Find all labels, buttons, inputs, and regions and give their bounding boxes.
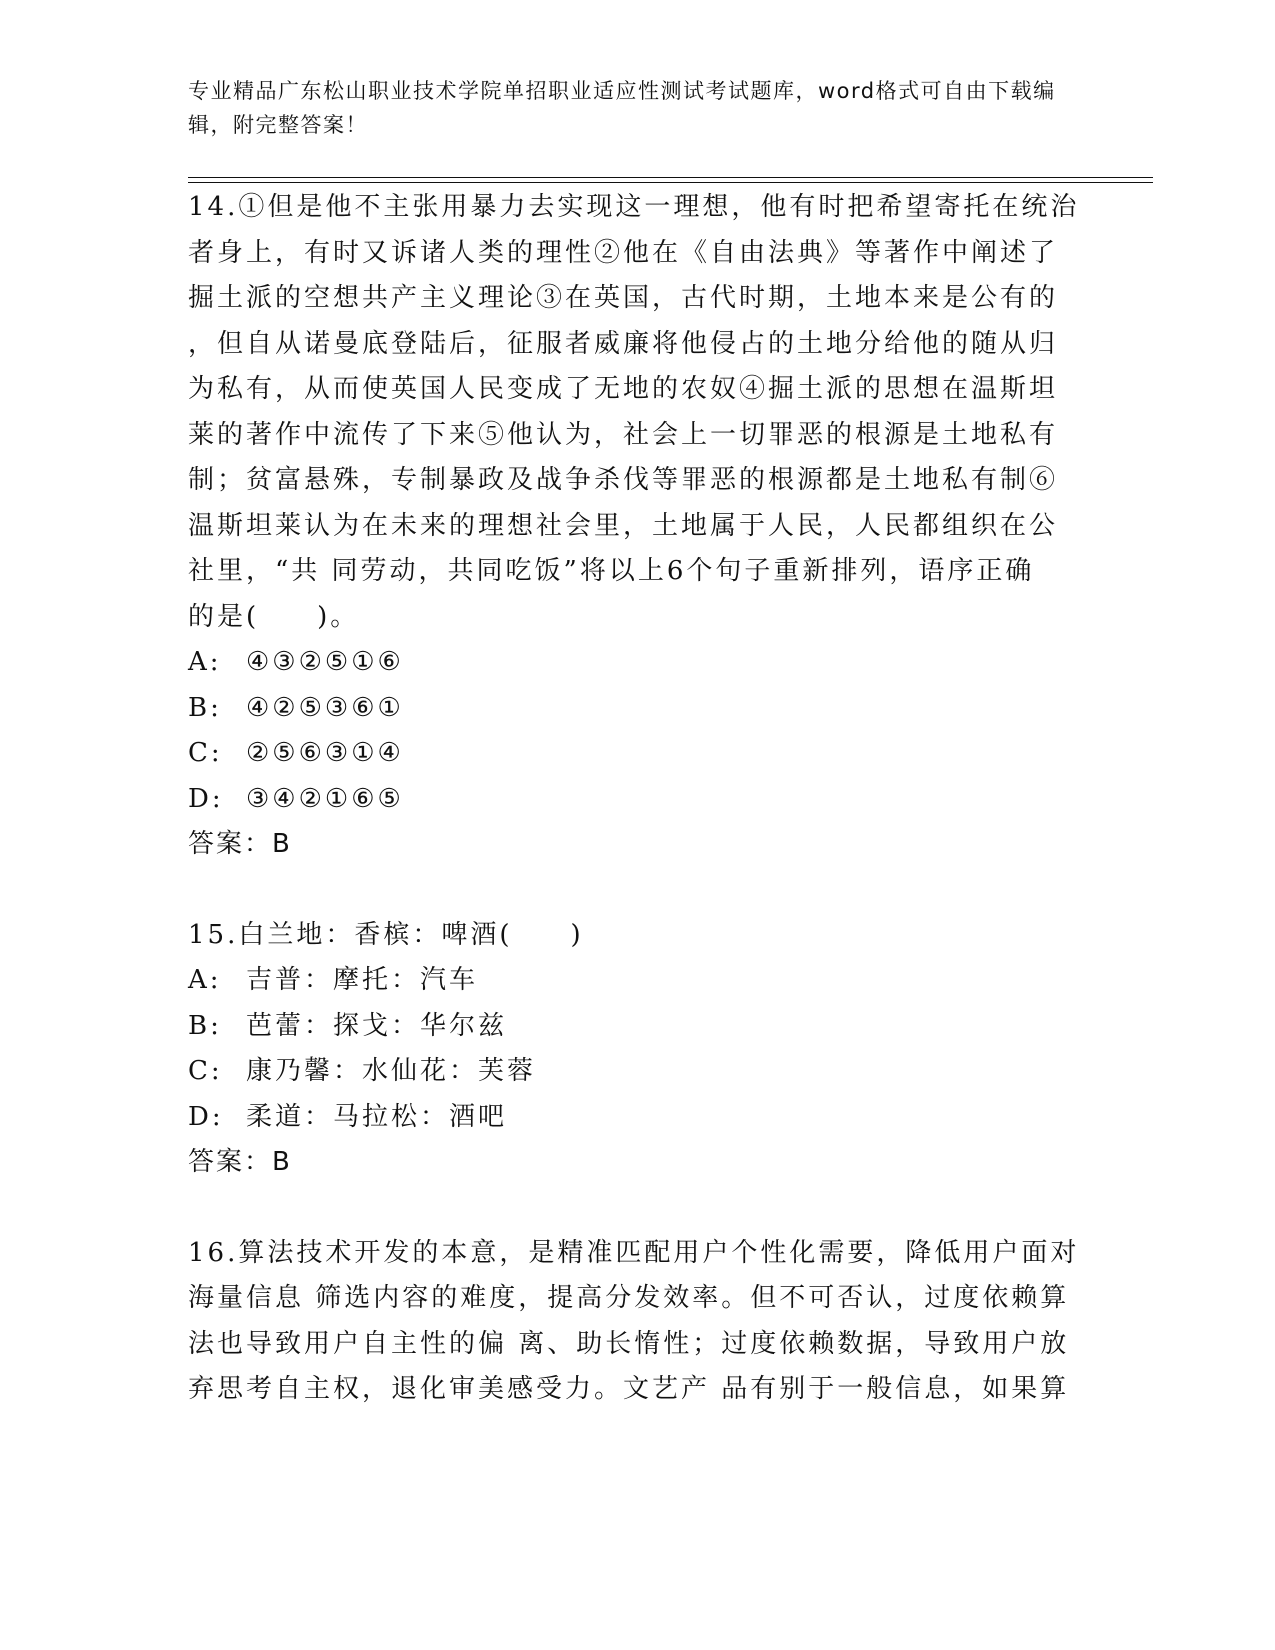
option-key: B: — [188, 1010, 222, 1041]
option-c — [188, 731, 1088, 777]
option-text: 康乃馨：水仙花：芙蓉 — [246, 1056, 537, 1086]
option-key: D: — [188, 1101, 224, 1132]
question-line: 15.白兰地：香槟：啤酒( ) — [188, 919, 584, 950]
question-15 — [188, 913, 1088, 1186]
question-line: 16.算法技术开发的本意，是精准匹配用户个性化需要，降低用户面对 — [188, 1237, 1080, 1268]
question-line: 海量信息 筛选内容的难度，提高分发效率。但不可否认，过度依赖算 — [188, 1283, 1070, 1313]
option-text: ④③②⑤①⑥ — [246, 647, 404, 677]
option-text: 吉普：摩托：汽车 — [246, 965, 479, 995]
question-line: 温斯坦莱认为在未来的理想社会里，土地属于人民，人民都组织在公 — [188, 510, 1059, 541]
option-text: ②⑤⑥③①④ — [246, 738, 404, 768]
option-key: D: — [188, 783, 224, 814]
option-key: C: — [188, 738, 223, 768]
option-text: 芭蕾：探戈：华尔兹 — [246, 1010, 508, 1041]
option-a — [188, 640, 1088, 686]
document-body — [188, 185, 1088, 1458]
header-divider — [188, 177, 1153, 183]
option-d — [188, 1095, 1088, 1141]
question-text — [188, 185, 1088, 640]
option-a — [188, 958, 1088, 1004]
question-line: 的是( )。 — [188, 601, 360, 632]
question-line: 为私有，从而使英国人民变成了无地的农奴④掘土派的思想在温斯坦 — [188, 374, 1059, 404]
question-line: 莱的著作中流传了下来⑤他认为，社会上一切罪恶的根源是土地私有 — [188, 419, 1059, 450]
question-line: 法也导致用户自主性的偏 离、助长惰性；过度依赖数据，导致用户放 — [188, 1328, 1070, 1359]
option-text: ③④②①⑥⑤ — [246, 783, 404, 814]
option-key: B: — [188, 692, 222, 723]
question-line: 掘土派的空想共产主义理论③在英国，古代时期，土地本来是公有的 — [188, 283, 1059, 313]
question-14 — [188, 185, 1088, 868]
option-key: A: — [188, 965, 222, 995]
question-line: 制；贫富悬殊，专制暴政及战争杀伐等罪恶的根源都是土地私有制⑥ — [188, 465, 1059, 495]
question-line: 14.①但是他不主张用暴力去实现这一理想，他有时把希望寄托在统治 — [188, 192, 1080, 222]
question-text — [188, 1231, 1088, 1413]
option-b — [188, 686, 1088, 732]
question-line: 者身上，有时又诉诸人类的理性②他在《自由法典》等著作中阐述了 — [188, 237, 1059, 268]
question-line: 社里，“共 同劳动，共同吃饭”将以上6个句子重新排列，语序正确 — [188, 556, 1035, 586]
question-line: ，但自从诺曼底登陆后，征服者威廉将他侵占的土地分给他的随从归 — [188, 328, 1059, 359]
page-header — [188, 74, 1088, 142]
option-key: C: — [188, 1056, 223, 1086]
answer-line: 答案：B — [188, 1147, 292, 1177]
header-text: 专业精品广东松山职业技术学院单招职业适应性测试考试题库，word格式可自由下载编辑，附完整答案！ — [188, 79, 1056, 137]
option-d — [188, 777, 1088, 823]
question-text — [188, 913, 1088, 959]
option-b — [188, 1004, 1088, 1050]
option-c — [188, 1049, 1088, 1095]
question-line: 弃思考自主权，退化审美感受力。文艺产 品有别于一般信息，如果算 — [188, 1374, 1070, 1404]
option-text: 柔道：马拉松：酒吧 — [246, 1101, 508, 1132]
question-16 — [188, 1231, 1088, 1413]
option-text: ④②⑤③⑥① — [246, 692, 404, 723]
option-key: A: — [188, 647, 222, 677]
answer-line: 答案：B — [188, 829, 292, 859]
